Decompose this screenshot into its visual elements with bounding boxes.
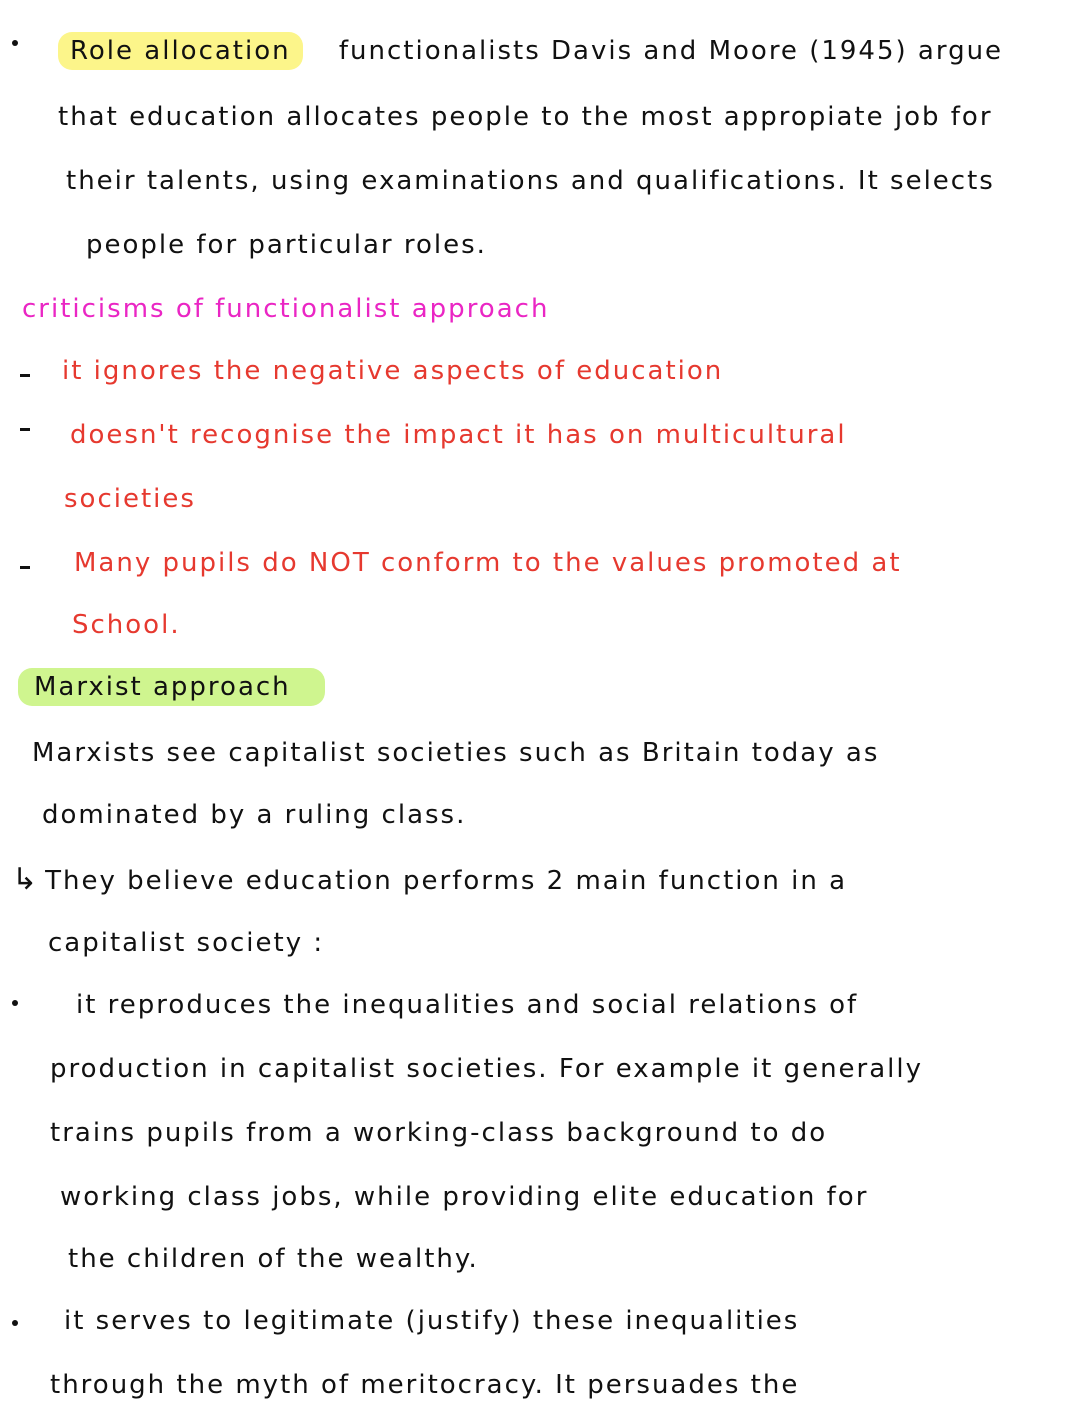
- marxist-bullet-1-line-1: it reproduces the inequalities and social relations of: [76, 990, 859, 1020]
- criticism-item-3-line-2: School.: [72, 610, 181, 640]
- role-allocation-line-3: their talents, using examinations and qualifications. It selects: [66, 166, 995, 196]
- dash-icon: [20, 428, 30, 431]
- bullet-icon: [12, 40, 18, 46]
- role-allocation-text: functionalists Davis and Moore (1945) argue: [338, 36, 1004, 66]
- arrow-icon: ↳: [12, 862, 40, 897]
- marxist-intro-line-1: Marxists see capitalist societies such as Britain today as: [32, 738, 880, 768]
- marxist-heading-row: [18, 672, 325, 703]
- criticism-item-3-line-1: Many pupils do NOT conform to the values promoted at: [74, 548, 902, 578]
- criticism-item-2-line-2: societies: [64, 484, 196, 514]
- marxist-functions-text: They believe education performs 2 main function in a: [45, 866, 848, 896]
- marxist-heading: Marxist approach: [18, 668, 325, 706]
- marxist-bullet-1-line-5: the children of the wealthy.: [68, 1244, 479, 1274]
- role-allocation-line-4: people for particular roles.: [86, 230, 487, 260]
- role-allocation-line-2: that education allocates people to the most appropiate job for: [58, 102, 993, 132]
- marxist-bullet-1-line-2: production in capitalist societies. For example it generally: [50, 1054, 924, 1084]
- criticism-item-2-line-1: doesn't recognise the impact it has on multicultural: [70, 420, 847, 450]
- criticism-item-1: it ignores the negative aspects of education: [62, 356, 724, 386]
- role-allocation-line-1: [58, 36, 1003, 67]
- marxist-bullet-2-line-1: it serves to legitimate (justify) these inequalities: [64, 1306, 800, 1336]
- marxist-intro-line-2: dominated by a ruling class.: [42, 800, 467, 830]
- marxist-functions-line-1: [12, 862, 847, 898]
- role-allocation-heading: Role allocation: [58, 32, 303, 70]
- bullet-icon: [12, 1000, 18, 1006]
- bullet-icon: [12, 1320, 18, 1326]
- marxist-functions-line-2: capitalist society :: [48, 928, 325, 958]
- criticisms-heading: criticisms of functionalist approach: [22, 294, 550, 324]
- marxist-bullet-1-line-3: trains pupils from a working-class background to do: [50, 1118, 828, 1148]
- dash-icon: [20, 566, 30, 569]
- marxist-bullet-1-line-4: working class jobs, while providing elite education for: [60, 1182, 869, 1212]
- dash-icon: [20, 374, 30, 377]
- marxist-bullet-2-line-2: through the myth of meritocracy. It persuades the: [50, 1370, 800, 1400]
